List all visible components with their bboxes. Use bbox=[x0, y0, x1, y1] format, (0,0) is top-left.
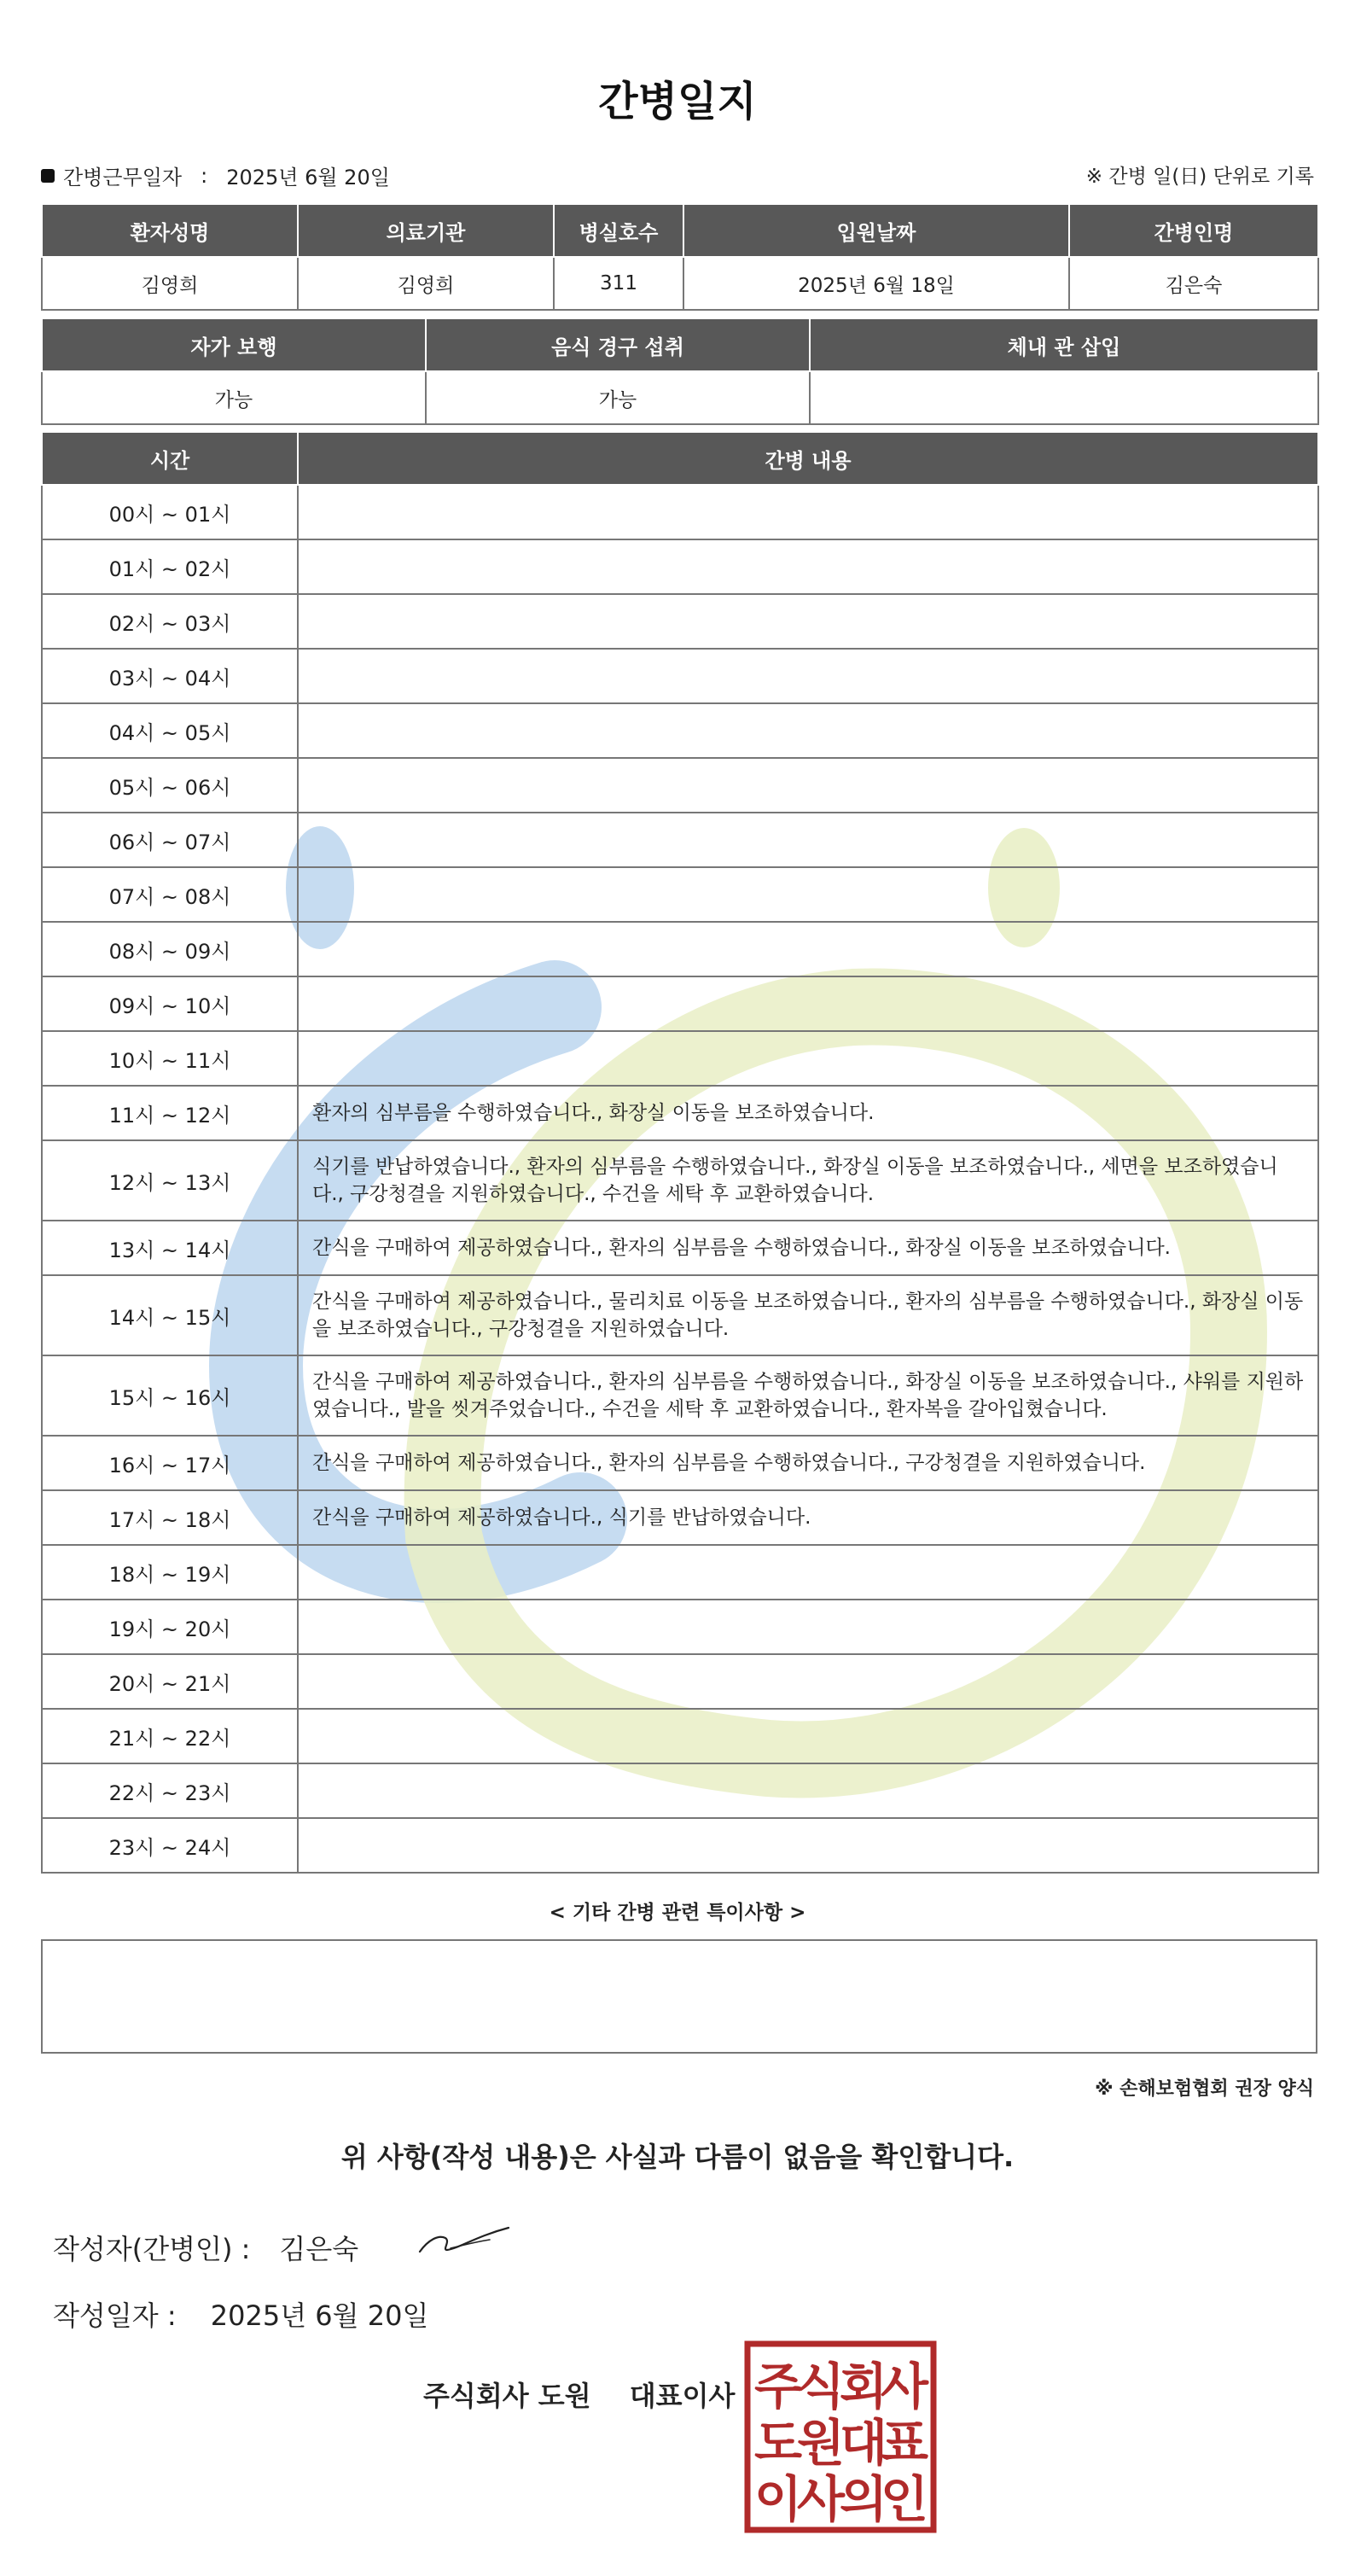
content-cell: 식기를 반납하였습니다., 환자의 심부름을 수행하였습니다., 화장실 이동을 보조하였습니다., 세면을 보조하였습니다., 구강청결을 지원하였습니다., 수건을 세탁 후 교환하였습니다. bbox=[298, 1140, 1318, 1221]
content-cell: 간식을 구매하여 제공하였습니다., 식기를 반납하였습니다. bbox=[298, 1490, 1318, 1545]
table-row bbox=[42, 1654, 1318, 1709]
time-cell: 02시 ~ 03시 bbox=[42, 594, 298, 649]
svg-text:대: 대 bbox=[839, 2414, 888, 2472]
work-date-value: 2025년 6월 20일 bbox=[226, 166, 390, 189]
header-care-content: 간병 내용 bbox=[298, 432, 1318, 485]
table-row bbox=[42, 813, 1318, 867]
table-row bbox=[42, 1763, 1318, 1818]
time-cell: 09시 ~ 10시 bbox=[42, 976, 298, 1031]
content-cell: 간식을 구매하여 제공하였습니다., 환자의 심부름을 수행하였습니다., 화장실 이동을 보조하였습니다., 샤워를 지원하였습니다., 발을 씻겨주었습니다., 수건을 세탁 후 교환하였습니다., 환자복을 갈아입혔습니다. bbox=[298, 1355, 1318, 1436]
time-cell: 07시 ~ 08시 bbox=[42, 867, 298, 922]
header-time: 시간 bbox=[42, 432, 298, 485]
content-cell bbox=[298, 813, 1318, 867]
table-row bbox=[42, 1709, 1318, 1763]
patient-status-value-row bbox=[42, 371, 1318, 424]
content-cell: 간식을 구매하여 제공하였습니다., 환자의 심부름을 수행하였습니다., 화장실 이동을 보조하였습니다. bbox=[298, 1221, 1318, 1275]
value-room-number: 311 bbox=[554, 257, 683, 310]
signature-icon bbox=[416, 2223, 512, 2257]
content-cell: 환자의 심부름을 수행하였습니다., 화장실 이동을 보조하였습니다. bbox=[298, 1086, 1318, 1140]
time-cell: 15시 ~ 16시 bbox=[42, 1355, 298, 1436]
time-cell: 18시 ~ 19시 bbox=[42, 1545, 298, 1600]
value-patient-name: 김영희 bbox=[42, 257, 298, 310]
svg-text:사: 사 bbox=[796, 2470, 846, 2528]
document-title: 간병일지 bbox=[598, 78, 757, 125]
patient-info-value-row bbox=[42, 257, 1318, 310]
time-cell: 21시 ~ 22시 bbox=[42, 1709, 298, 1763]
table-row bbox=[42, 539, 1318, 594]
notes-box bbox=[41, 1939, 1317, 2054]
table-row bbox=[42, 1031, 1318, 1086]
time-cell: 19시 ~ 20시 bbox=[42, 1600, 298, 1654]
time-cell: 17시 ~ 18시 bbox=[42, 1490, 298, 1545]
time-cell: 00시 ~ 01시 bbox=[42, 485, 298, 539]
content-cell bbox=[298, 1709, 1318, 1763]
header-admission-date: 입원날짜 bbox=[683, 204, 1069, 257]
company-seal-icon bbox=[744, 2340, 937, 2533]
content-cell bbox=[298, 594, 1318, 649]
svg-text:원: 원 bbox=[796, 2414, 846, 2472]
time-cell: 10시 ~ 11시 bbox=[42, 1031, 298, 1086]
content-cell bbox=[298, 1031, 1318, 1086]
author-value: 김은숙 bbox=[279, 2233, 359, 2265]
written-date-value: 2025년 6월 20일 bbox=[210, 2299, 429, 2332]
table-row bbox=[42, 1436, 1318, 1490]
time-cell: 23시 ~ 24시 bbox=[42, 1818, 298, 1873]
content-cell bbox=[298, 867, 1318, 922]
time-cell: 03시 ~ 04시 bbox=[42, 649, 298, 703]
time-cell: 08시 ~ 09시 bbox=[42, 922, 298, 976]
care-log-header-row bbox=[42, 432, 1318, 485]
content-cell bbox=[298, 539, 1318, 594]
table-row bbox=[42, 1275, 1318, 1355]
value-self-walking: 가능 bbox=[42, 371, 426, 424]
time-cell: 16시 ~ 17시 bbox=[42, 1436, 298, 1490]
content-cell bbox=[298, 758, 1318, 813]
notes-title: < 기타 간병 관련 특이사항 > bbox=[549, 1902, 806, 1924]
content-cell: 간식을 구매하여 제공하였습니다., 물리치료 이동을 보조하였습니다., 환자의 심부름을 수행하였습니다., 화장실 이동을 보조하였습니다., 구강청결을 지원하였습니다. bbox=[298, 1275, 1318, 1355]
content-cell bbox=[298, 922, 1318, 976]
work-date-colon: : bbox=[201, 163, 208, 188]
table-row bbox=[42, 1086, 1318, 1140]
square-bullet-icon bbox=[41, 169, 55, 183]
time-cell: 14시 ~ 15시 bbox=[42, 1275, 298, 1355]
company-line bbox=[423, 2375, 735, 2414]
svg-text:의: 의 bbox=[839, 2470, 888, 2528]
table-row bbox=[42, 1545, 1318, 1600]
value-admission-date: 2025년 6월 18일 bbox=[683, 257, 1069, 310]
patient-status-header-row bbox=[42, 318, 1318, 371]
representative-title: 대표이사 bbox=[629, 2380, 736, 2412]
table-row bbox=[42, 1490, 1318, 1545]
table-row bbox=[42, 922, 1318, 976]
value-hospital: 김영희 bbox=[298, 257, 554, 310]
svg-text:표: 표 bbox=[880, 2414, 929, 2472]
time-cell: 06시 ~ 07시 bbox=[42, 813, 298, 867]
content-cell: 간식을 구매하여 제공하였습니다., 환자의 심부름을 수행하였습니다., 구강청결을 지원하였습니다. bbox=[298, 1436, 1318, 1490]
time-cell: 12시 ~ 13시 bbox=[42, 1140, 298, 1221]
header-tube-insertion: 체내 관 삽입 bbox=[810, 318, 1318, 371]
author-label: 작성자(간병인) : bbox=[53, 2233, 251, 2265]
table-row bbox=[42, 1355, 1318, 1436]
time-cell: 22시 ~ 23시 bbox=[42, 1763, 298, 1818]
header-patient-name: 환자성명 bbox=[42, 204, 298, 257]
table-row bbox=[42, 867, 1318, 922]
svg-text:주: 주 bbox=[753, 2357, 803, 2416]
author-line bbox=[53, 2228, 358, 2267]
table-row bbox=[42, 485, 1318, 539]
care-log-table bbox=[41, 431, 1319, 1874]
table-row bbox=[42, 1140, 1318, 1221]
svg-text:도: 도 bbox=[753, 2414, 803, 2472]
recommend-note: ※ 손해보험협회 권장 양식 bbox=[1095, 2078, 1314, 2100]
company-name: 주식회사 도원 bbox=[423, 2380, 591, 2412]
content-cell bbox=[298, 1763, 1318, 1818]
patient-status-table bbox=[41, 318, 1319, 425]
time-cell: 11시 ~ 12시 bbox=[42, 1086, 298, 1140]
header-self-walking: 자가 보행 bbox=[42, 318, 426, 371]
table-row bbox=[42, 1221, 1318, 1275]
content-cell bbox=[298, 1600, 1318, 1654]
work-date bbox=[41, 160, 390, 190]
content-cell bbox=[298, 703, 1318, 758]
table-row bbox=[42, 1818, 1318, 1873]
content-cell bbox=[298, 1818, 1318, 1873]
header-oral-intake: 음식 경구 섭취 bbox=[426, 318, 810, 371]
time-cell: 04시 ~ 05시 bbox=[42, 703, 298, 758]
content-cell bbox=[298, 1545, 1318, 1600]
table-row bbox=[42, 758, 1318, 813]
table-row bbox=[42, 976, 1318, 1031]
svg-text:식: 식 bbox=[796, 2357, 846, 2416]
value-oral-intake: 가능 bbox=[426, 371, 810, 424]
svg-text:사: 사 bbox=[880, 2357, 929, 2416]
table-row bbox=[42, 1600, 1318, 1654]
patient-info-header-row bbox=[42, 204, 1318, 257]
unit-note: ※ 간병 일(日) 단위로 기록 bbox=[1085, 166, 1314, 188]
content-cell bbox=[298, 976, 1318, 1031]
content-cell bbox=[298, 485, 1318, 539]
work-date-label: 간병근무일자 bbox=[63, 166, 183, 189]
table-row bbox=[42, 594, 1318, 649]
value-caregiver-name: 김은숙 bbox=[1069, 257, 1318, 310]
svg-text:이: 이 bbox=[753, 2470, 803, 2528]
written-date-line bbox=[53, 2294, 428, 2334]
written-date-label: 작성일자 : bbox=[53, 2299, 177, 2332]
table-row bbox=[42, 649, 1318, 703]
svg-text:회: 회 bbox=[839, 2357, 888, 2416]
header-hospital: 의료기관 bbox=[298, 204, 554, 257]
table-row bbox=[42, 703, 1318, 758]
patient-info-table bbox=[41, 203, 1319, 311]
content-cell bbox=[298, 1654, 1318, 1709]
time-cell: 01시 ~ 02시 bbox=[42, 539, 298, 594]
value-tube-insertion bbox=[810, 371, 1318, 424]
time-cell: 20시 ~ 21시 bbox=[42, 1654, 298, 1709]
time-cell: 05시 ~ 06시 bbox=[42, 758, 298, 813]
header-caregiver-name: 간병인명 bbox=[1069, 204, 1318, 257]
svg-text:인: 인 bbox=[880, 2470, 929, 2528]
content-cell bbox=[298, 649, 1318, 703]
confirm-statement: 위 사항(작성 내용)은 사실과 다름이 없음을 확인합니다. bbox=[340, 2141, 1015, 2173]
time-cell: 13시 ~ 14시 bbox=[42, 1221, 298, 1275]
header-room-number: 병실호수 bbox=[554, 204, 683, 257]
